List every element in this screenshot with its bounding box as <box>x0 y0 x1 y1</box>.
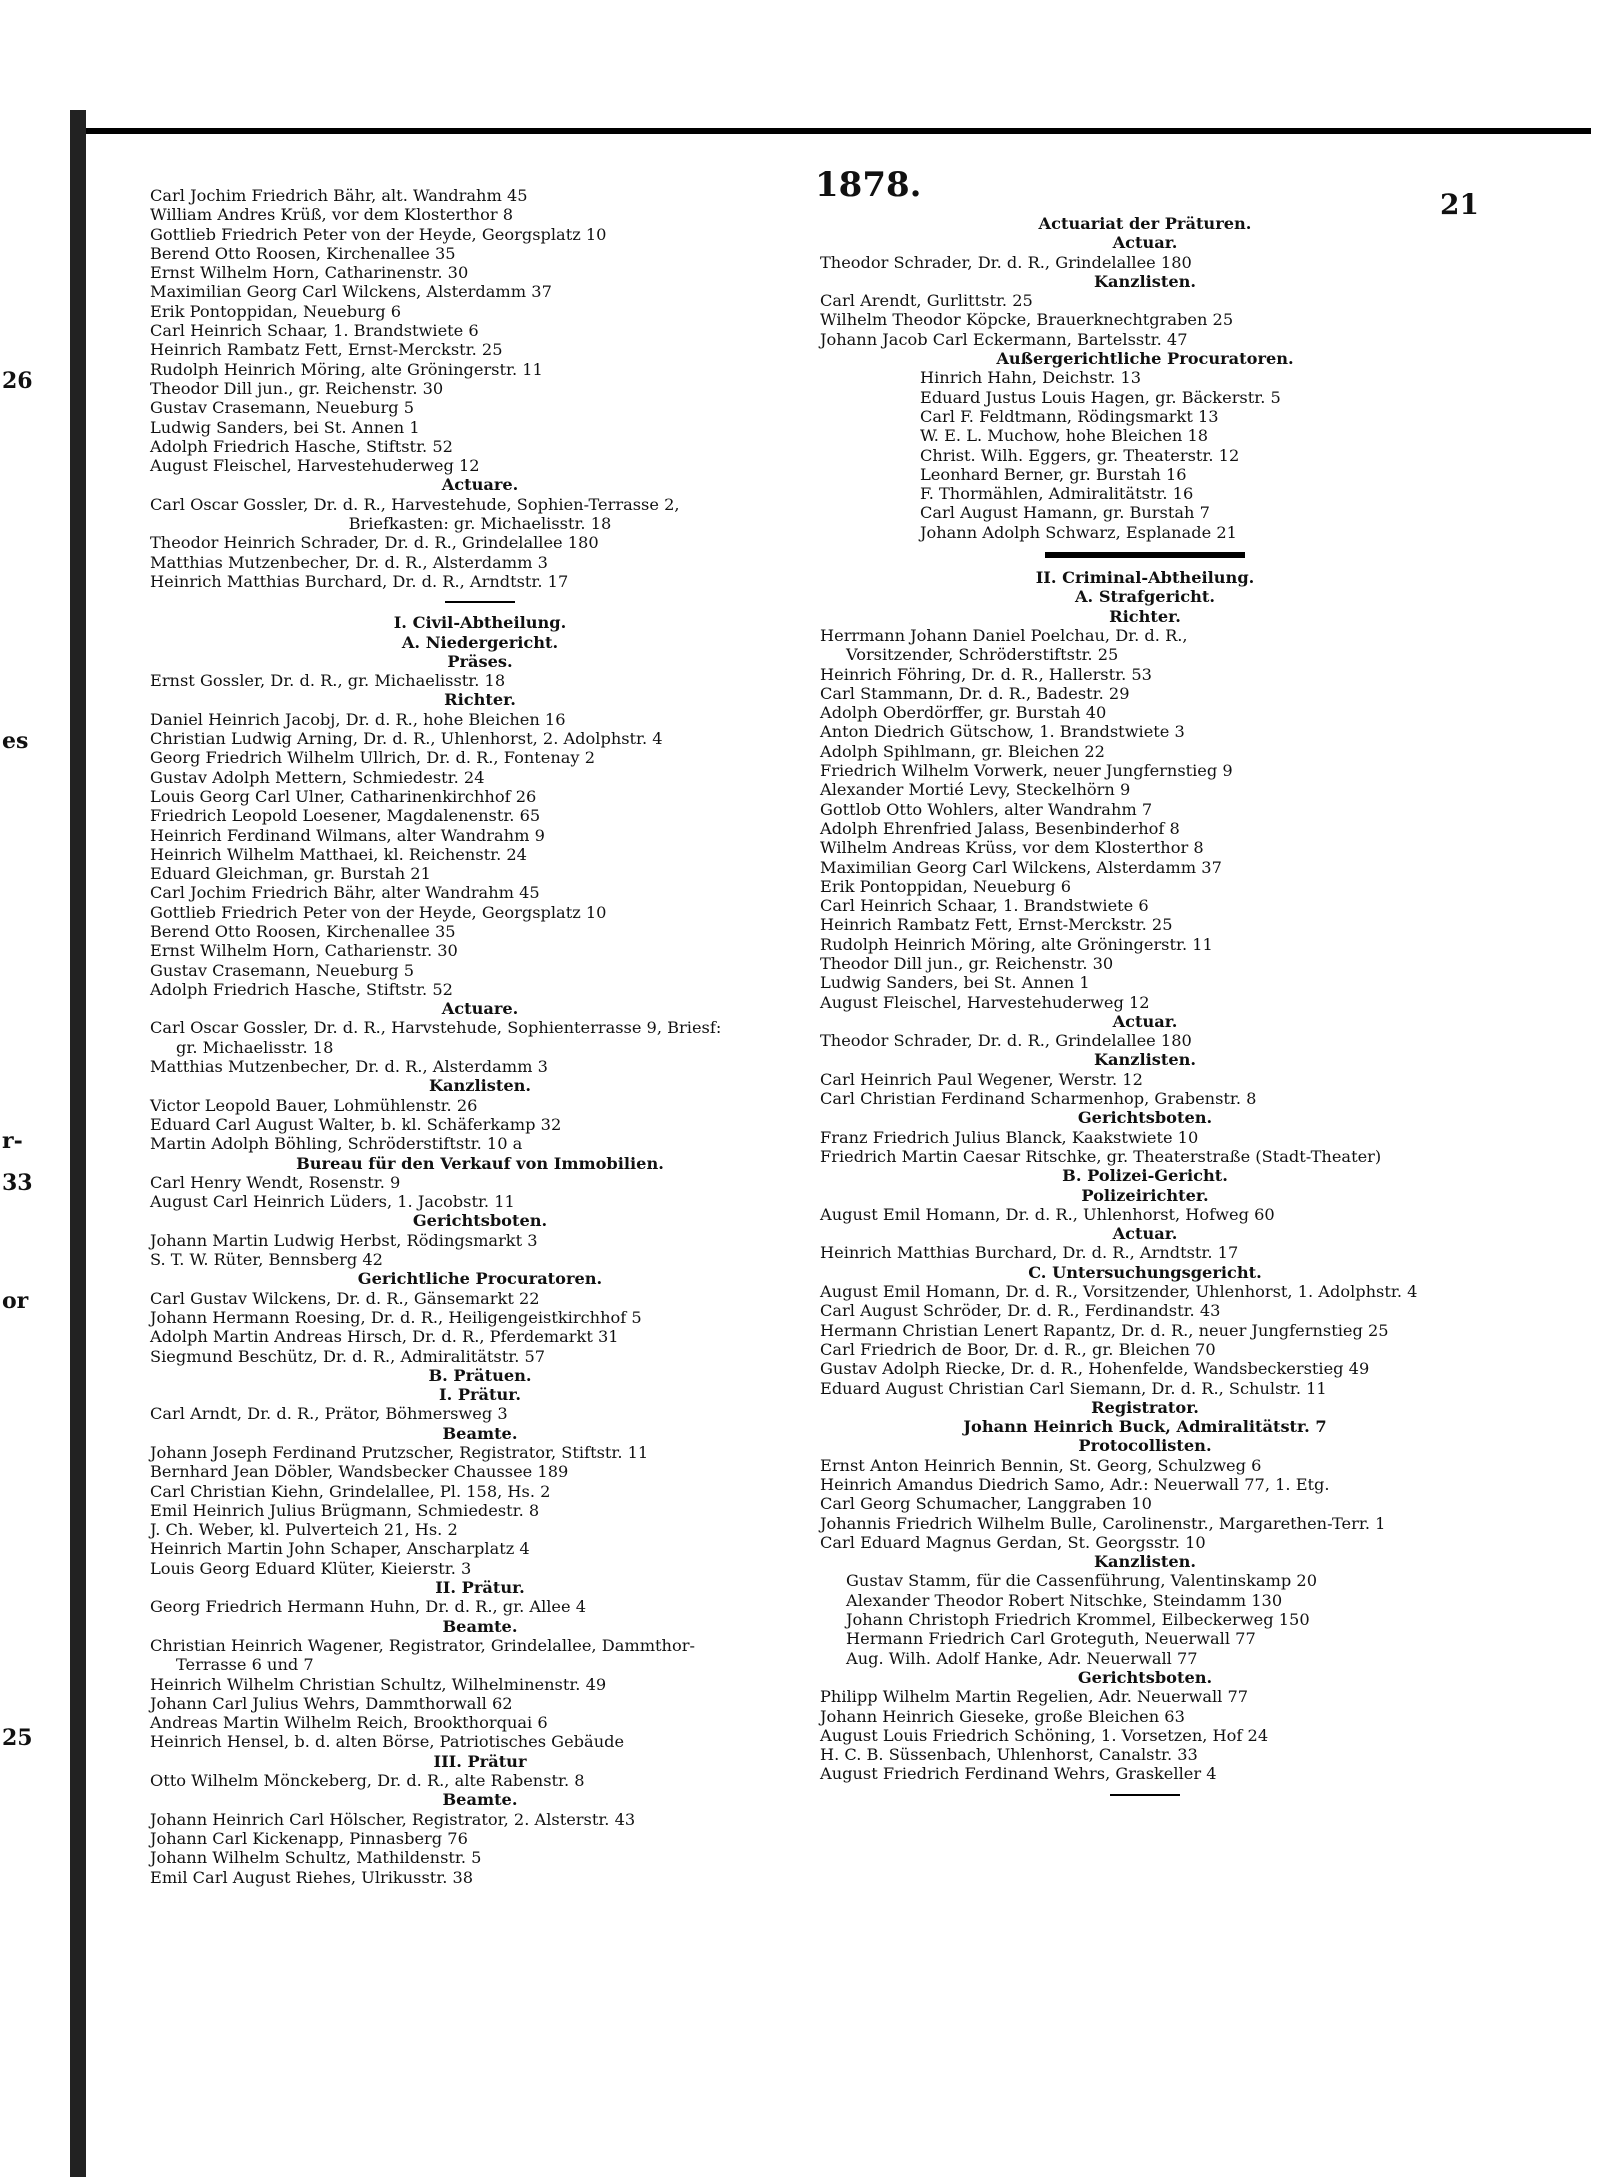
directory-entry: Emil Carl August Riehes, Ulrikusstr. 38 <box>150 1867 474 1887</box>
directory-entry: Johann Joseph Ferdinand Prutzscher, Registrator, Stiftstr. 11 <box>150 1443 649 1462</box>
directory-entry: Johann Martin Ludwig Herbst, Rödingsmarkt 3 <box>150 1230 538 1250</box>
section-heading: Richter. <box>1109 606 1181 626</box>
section-heading: Actuar. <box>1112 233 1178 253</box>
section-heading: Johann Heinrich Buck, Admiralitätstr. 7 <box>963 1417 1327 1437</box>
directory-entry: Eduard Justus Louis Hagen, gr. Bäckerstr. 5 <box>920 387 1281 407</box>
directory-entry: Adolph Friedrich Hasche, Stiftstr. 52 <box>150 436 453 456</box>
directory-entry: Gottlieb Friedrich Peter von der Heyde, Georgsplatz 10 <box>150 224 607 244</box>
directory-entry: Herrmann Johann Daniel Poelchau, Dr. d. R., <box>820 625 1188 645</box>
directory-entry: S. T. W. Rüter, Bennsberg 42 <box>150 1250 383 1270</box>
section-heading: II. Criminal-Abtheilung. <box>1035 568 1255 588</box>
directory-entry: Gustav Crasemann, Neueburg 5 <box>150 960 414 980</box>
directory-entry: Heinrich Hensel, b. d. alten Börse, Patriotisches Gebäude <box>150 1732 625 1752</box>
directory-entry: Heinrich Matthias Burchard, Dr. d. R., Arndtstr. 17 <box>150 571 569 591</box>
directory-entry: Martin Adolph Böhling, Schröderstiftstr. 10 a <box>150 1134 523 1154</box>
directory-entry: Heinrich Rambatz Fett, Ernst-Merckstr. 25 <box>820 915 1173 935</box>
directory-entry: Wilhelm Theodor Köpcke, Brauerknechtgraben 25 <box>820 310 1234 330</box>
directory-entry: Wilhelm Andreas Krüss, vor dem Klosterthor 8 <box>820 838 1204 858</box>
directory-entry: Alexander Mortié Levy, Steckelhörn 9 <box>820 780 1131 800</box>
entry-continuation: Terrasse 6 und 7 <box>176 1655 314 1675</box>
directory-entry: Carl Heinrich Schaar, 1. Brandstwiete 6 <box>150 321 479 341</box>
directory-entry: Carl F. Feldtmann, Rödingsmarkt 13 <box>920 406 1219 426</box>
directory-entry: Heinrich Ferdinand Wilmans, alter Wandrahm 9 <box>150 825 545 845</box>
directory-entry: Carl Oscar Gossler, Dr. d. R., Harvstehude, Sophienterrasse 9, Briesf: <box>150 1018 722 1038</box>
section-heading: Kanzlisten. <box>1093 1552 1197 1572</box>
page-number: 21 <box>1440 188 1479 221</box>
page-top-edge <box>86 128 1591 134</box>
directory-entry: Heinrich Amandus Diedrich Samo, Adr.: Neuerwall 77, 1. Etg. <box>820 1475 1330 1494</box>
section-heading: Gerichtsboten. <box>1077 1108 1213 1128</box>
section-heading: Kanzlisten. <box>428 1076 532 1096</box>
directory-entry: Adolph Ehrenfried Jalass, Besenbinderhof 8 <box>820 818 1180 838</box>
entry-continuation: Vorsitzender, Schröderstiftstr. 25 <box>846 645 1119 665</box>
section-heading: Actuariat der Präturen. <box>1038 214 1252 233</box>
directory-entry: Carl August Schröder, Dr. d. R., Ferdinandstr. 43 <box>820 1301 1221 1321</box>
directory-entry: Gottlieb Friedrich Peter von der Heyde, Georgsplatz 10 <box>150 902 607 922</box>
directory-entry: W. E. L. Muchow, hohe Bleichen 18 <box>920 426 1209 446</box>
directory-entry: Ernst Wilhelm Horn, Catharienstr. 30 <box>150 941 458 961</box>
section-heading: Gerichtsboten. <box>1077 1667 1213 1687</box>
directory-entry: William Andres Krüß, vor dem Klosterthor 8 <box>150 205 514 225</box>
margin-fragment: es <box>2 728 29 754</box>
directory-entry: Gottlob Otto Wohlers, alter Wandrahm 7 <box>820 799 1153 819</box>
directory-entry: Carl Gustav Wilckens, Dr. d. R., Gänsemarkt 22 <box>150 1288 540 1308</box>
section-heading: Polizeirichter. <box>1081 1185 1209 1205</box>
section-heading: Gerichtsboten. <box>412 1211 548 1231</box>
section-heading: Beamte. <box>442 1790 518 1810</box>
directory-entry: Carl Oscar Gossler, Dr. d. R., Harvestehude, Sophien-Terrasse 2, <box>150 494 680 514</box>
directory-entry: Johann Heinrich Gieseke, große Bleichen 63 <box>820 1706 1185 1726</box>
section-heading: Bureau für den Verkauf von Immobilien. <box>296 1153 664 1173</box>
directory-entry: Johann Adolph Schwarz, Esplanade 21 <box>920 522 1237 542</box>
section-heading: Kanzlisten. <box>1093 271 1197 291</box>
section-heading: Registrator. <box>1091 1397 1199 1417</box>
directory-entry: Johann Carl Julius Wehrs, Dammthorwall 62 <box>150 1693 513 1713</box>
directory-entry: August Emil Homann, Dr. d. R., Uhlenhorst, Hofweg 60 <box>820 1204 1275 1224</box>
margin-fragment: or <box>2 1288 29 1314</box>
section-divider <box>445 601 515 603</box>
directory-entry: Carl Christian Kiehn, Grindelallee, Pl. 158, Hs. 2 <box>150 1481 551 1501</box>
section-heading: Actuar. <box>1112 1011 1178 1031</box>
directory-entry: Hermann Christian Lenert Rapantz, Dr. d. R., neuer Jungfernstieg 25 <box>820 1320 1389 1340</box>
directory-entry: Carl Henry Wendt, Rosenstr. 9 <box>150 1172 401 1192</box>
directory-entry: Carl Georg Schumacher, Langgraben 10 <box>820 1494 1152 1514</box>
directory-entry: Hinrich Hahn, Deichstr. 13 <box>920 368 1142 388</box>
section-heading: Beamte. <box>442 1423 518 1443</box>
directory-entry: Heinrich Martin John Schaper, Anscharplatz 4 <box>150 1539 530 1559</box>
directory-entry: Franz Friedrich Julius Blanck, Kaakstwiete 10 <box>820 1127 1199 1147</box>
directory-entry: Friedrich Martin Caesar Ritschke, gr. Theaterstraße (Stadt-Theater) <box>820 1146 1382 1166</box>
directory-entry: Heinrich Föhring, Dr. d. R., Hallerstr. 53 <box>820 664 1152 684</box>
directory-entry: Ernst Gossler, Dr. d. R., gr. Michaelisstr. 18 <box>150 671 506 691</box>
directory-entry: Louis Georg Eduard Klüter, Kieierstr. 3 <box>150 1558 472 1578</box>
directory-entry: Johann Wilhelm Schultz, Mathildenstr. 5 <box>150 1848 482 1868</box>
section-heading: Beamte. <box>442 1616 518 1636</box>
directory-entry: Gustav Adolph Mettern, Schmiedestr. 24 <box>150 767 485 787</box>
directory-entry: Philipp Wilhelm Martin Regelien, Adr. Neuerwall 77 <box>820 1687 1249 1707</box>
section-heading: Actuare. <box>441 475 519 495</box>
directory-entry: F. Thormählen, Admiralitätstr. 16 <box>920 484 1194 504</box>
section-heading: Protocollisten. <box>1078 1436 1212 1456</box>
directory-entry: Ludwig Sanders, bei St. Annen 1 <box>150 417 420 437</box>
directory-entry: August Fleischel, Harvestehuderweg 12 <box>150 456 480 476</box>
section-heading: II. Prätur. <box>435 1578 525 1598</box>
directory-entry: August Louis Friedrich Schöning, 1. Vorsetzen, Hof 24 <box>820 1725 1269 1745</box>
directory-entry: Adolph Oberdörffer, gr. Burstah 40 <box>820 703 1107 723</box>
directory-entry: Andreas Martin Wilhelm Reich, Brookthorquai 6 <box>150 1713 548 1733</box>
entry-continuation: Gustav Stamm, für die Cassenführung, Valentinskamp 20 <box>846 1571 1318 1591</box>
directory-entry: Theodor Schrader, Dr. d. R., Grindelallee 180 <box>820 1031 1192 1051</box>
directory-entry: Matthias Mutzenbecher, Dr. d. R., Alsterdamm 3 <box>150 552 548 572</box>
directory-entry: Theodor Dill jun., gr. Reichenstr. 30 <box>150 378 444 398</box>
entry-continuation: Hermann Friedrich Carl Groteguth, Neuerwall 77 <box>846 1629 1256 1649</box>
directory-entry: Gustav Adolph Riecke, Dr. d. R., Hohenfelde, Wandsbeckerstieg 49 <box>820 1359 1370 1379</box>
directory-entry: Friedrich Leopold Loesener, Magdalenenstr. 65 <box>150 806 541 826</box>
directory-entry: Eduard August Christian Carl Siemann, Dr. d. R., Schulstr. 11 <box>820 1378 1327 1398</box>
directory-entry: Carl August Hamann, gr. Burstah 7 <box>920 503 1210 523</box>
directory-entry: August Carl Heinrich Lüders, 1. Jacobstr. 11 <box>150 1192 515 1212</box>
directory-entry: Adolph Martin Andreas Hirsch, Dr. d. R., Pferdemarkt 31 <box>150 1327 619 1347</box>
directory-entry: Erik Pontoppidan, Neueburg 6 <box>150 301 402 321</box>
section-heading: A. Niedergericht. <box>401 632 559 652</box>
directory-entry: Berend Otto Roosen, Kirchenallee 35 <box>150 921 456 941</box>
directory-entry: Johann Heinrich Carl Hölscher, Registrator, 2. Alsterstr. 43 <box>150 1809 636 1829</box>
directory-entry: Berend Otto Roosen, Kirchenallee 35 <box>150 243 456 263</box>
directory-entry: Eduard Carl August Walter, b. kl. Schäferkamp 32 <box>150 1114 562 1134</box>
entry-continuation: gr. Michaelisstr. 18 <box>176 1037 334 1057</box>
directory-entry: Bernhard Jean Döbler, Wandsbecker Chaussee 189 <box>150 1462 569 1482</box>
directory-entry: Adolph Spihlmann, gr. Bleichen 22 <box>820 741 1105 761</box>
right-column <box>820 214 1470 1806</box>
directory-entry: Johann Carl Kickenapp, Pinnasberg 76 <box>150 1828 468 1848</box>
directory-entry: Carl Arendt, Gurlittstr. 25 <box>820 291 1033 311</box>
directory-entry: Siegmund Beschütz, Dr. d. R., Admiralitätstr. 57 <box>150 1346 546 1366</box>
directory-entry: Carl Jochim Friedrich Bähr, alt. Wandrahm 45 <box>150 186 528 205</box>
section-heading: B. Polizei-Gericht. <box>1062 1166 1228 1186</box>
directory-entry: Theodor Dill jun., gr. Reichenstr. 30 <box>820 953 1114 973</box>
section-heading: Kanzlisten. <box>1093 1050 1197 1070</box>
section-heading: I. Prätur. <box>439 1385 521 1405</box>
directory-entry: Carl Stammann, Dr. d. R., Badestr. 29 <box>820 683 1130 703</box>
directory-entry: Heinrich Wilhelm Christian Schultz, Wilhelminenstr. 49 <box>150 1674 607 1694</box>
directory-entry: August Fleischel, Harvestehuderweg 12 <box>820 992 1150 1012</box>
entry-continuation: Aug. Wilh. Adolf Hanke, Adr. Neuerwall 77 <box>846 1648 1198 1668</box>
section-heading: B. Prätuen. <box>428 1365 532 1385</box>
directory-entry: Maximilian Georg Carl Wilckens, Alsterdamm 37 <box>820 857 1222 877</box>
directory-entry: Friedrich Wilhelm Vorwerk, neuer Jungfernstieg 9 <box>820 761 1233 781</box>
margin-fragment: 33 <box>2 1170 33 1196</box>
directory-entry: Heinrich Rambatz Fett, Ernst-Merckstr. 25 <box>150 340 503 360</box>
directory-entry: Johann Jacob Carl Eckermann, Bartelsstr. 47 <box>820 329 1188 349</box>
directory-entry: Carl Eduard Magnus Gerdan, St. Georgsstr. 10 <box>820 1532 1206 1552</box>
directory-entry: August Friedrich Ferdinand Wehrs, Graskeller 4 <box>820 1764 1217 1784</box>
directory-entry: Ernst Anton Heinrich Bennin, St. Georg, Schulzweg 6 <box>820 1455 1262 1475</box>
directory-entry: Adolph Friedrich Hasche, Stiftstr. 52 <box>150 979 453 999</box>
directory-entry: Georg Friedrich Wilhelm Ullrich, Dr. d. R., Fontenay 2 <box>150 748 595 768</box>
section-heading: III. Prätur <box>433 1751 527 1771</box>
directory-entry: Matthias Mutzenbecher, Dr. d. R., Alsterdamm 3 <box>150 1057 548 1077</box>
directory-entry: Carl Heinrich Paul Wegener, Werstr. 12 <box>820 1069 1143 1089</box>
directory-entry: Christian Heinrich Wagener, Registrator, Grindelallee, Dammthor- <box>150 1635 695 1655</box>
directory-entry: Christ. Wilh. Eggers, gr. Theaterstr. 12 <box>920 445 1240 465</box>
directory-entry: Carl Jochim Friedrich Bähr, alter Wandrahm 45 <box>150 883 540 903</box>
directory-entry: Maximilian Georg Carl Wilckens, Alsterdamm 37 <box>150 282 552 302</box>
directory-entry: Carl Friedrich de Boor, Dr. d. R., gr. Bleichen 70 <box>820 1339 1216 1359</box>
section-heading: I. Civil-Abtheilung. <box>393 613 567 633</box>
section-heading: Actuar. <box>1112 1224 1178 1244</box>
section-heading: Präses. <box>447 651 513 671</box>
left-column <box>150 186 810 1887</box>
directory-entry: Erik Pontoppidan, Neueburg 6 <box>820 876 1072 896</box>
page-gutter <box>70 110 86 2177</box>
directory-entry: Rudolph Heinrich Möring, alte Gröningerstr. 11 <box>820 934 1213 954</box>
directory-entry: Christian Ludwig Arning, Dr. d. R., Uhlenhorst, 2. Adolphstr. 4 <box>150 729 663 749</box>
section-heading: Gerichtliche Procuratoren. <box>357 1269 603 1289</box>
section-heading: Außergerichtliche Procuratoren. <box>996 349 1294 369</box>
directory-entry: Victor Leopold Bauer, Lohmühlenstr. 26 <box>150 1095 478 1115</box>
directory-entry: Otto Wilhelm Mönckeberg, Dr. d. R., alte Rabenstr. 8 <box>150 1771 585 1791</box>
directory-entry: Leonhard Berner, gr. Burstah 16 <box>920 464 1187 484</box>
directory-entry: Eduard Gleichman, gr. Burstah 21 <box>150 864 431 884</box>
margin-fragment: 26 <box>2 368 33 394</box>
directory-entry: August Emil Homann, Dr. d. R., Vorsitzender, Uhlenhorst, 1. Adolphstr. 4 <box>820 1282 1418 1302</box>
directory-entry: Daniel Heinrich Jacobj, Dr. d. R., hohe Bleichen 16 <box>150 709 566 729</box>
directory-entry: Gustav Crasemann, Neueburg 5 <box>150 398 414 418</box>
margin-fragment: r- <box>2 1128 23 1154</box>
directory-entry: Heinrich Matthias Burchard, Dr. d. R., Arndtstr. 17 <box>820 1243 1239 1263</box>
directory-entry: Theodor Heinrich Schrader, Dr. d. R., Grindelallee 180 <box>150 533 599 553</box>
entry-continuation: Johann Christoph Friedrich Krommel, Eilbeckerweg 150 <box>846 1610 1310 1630</box>
directory-entry: J. Ch. Weber, kl. Pulverteich 21, Hs. 2 <box>150 1520 458 1540</box>
directory-entry: Rudolph Heinrich Möring, alte Gröningerstr. 11 <box>150 359 543 379</box>
directory-entry: Carl Christian Ferdinand Scharmenhop, Grabenstr. 8 <box>820 1089 1257 1109</box>
section-heading: C. Untersuchungsgericht. <box>1028 1262 1262 1282</box>
section-divider <box>1045 552 1245 558</box>
section-heading: A. Strafgericht. <box>1074 587 1215 607</box>
directory-entry: Louis Georg Carl Ulner, Catharinenkirchhof 26 <box>150 786 537 806</box>
directory-entry: Carl Heinrich Schaar, 1. Brandstwiete 6 <box>820 896 1149 916</box>
section-divider <box>1110 1794 1180 1796</box>
entry-continuation: Alexander Theodor Robert Nitschke, Steindamm 130 <box>846 1590 1283 1610</box>
directory-entry: Carl Arndt, Dr. d. R., Prätor, Böhmersweg 3 <box>150 1404 508 1424</box>
directory-entry: Anton Diedrich Gütschow, 1. Brandstwiete 3 <box>820 722 1185 742</box>
section-heading: Richter. <box>444 690 516 710</box>
directory-entry: Theodor Schrader, Dr. d. R., Grindelallee 180 <box>820 252 1192 272</box>
directory-entry: Johann Hermann Roesing, Dr. d. R., Heiligengeistkirchhof 5 <box>150 1307 642 1327</box>
directory-entry: Johannis Friedrich Wilhelm Bulle, Carolinenstr., Margarethen-Terr. 1 <box>820 1513 1386 1533</box>
entry-continuation: Briefkasten: gr. Michaelisstr. 18 <box>348 514 612 534</box>
directory-entry: Ernst Wilhelm Horn, Catharinenstr. 30 <box>150 263 469 283</box>
section-heading: Actuare. <box>441 999 519 1019</box>
directory-entry: H. C. B. Süssenbach, Uhlenhorst, Canalstr. 33 <box>820 1745 1198 1765</box>
directory-entry: Georg Friedrich Hermann Huhn, Dr. d. R., gr. Allee 4 <box>150 1597 587 1617</box>
year-heading: 1878. <box>815 165 922 205</box>
directory-entry: Heinrich Wilhelm Matthaei, kl. Reichenstr. 24 <box>150 844 527 864</box>
margin-fragment: 25 <box>2 1725 33 1751</box>
directory-entry: Emil Heinrich Julius Brügmann, Schmiedestr. 8 <box>150 1500 540 1520</box>
directory-entry: Ludwig Sanders, bei St. Annen 1 <box>820 973 1090 993</box>
